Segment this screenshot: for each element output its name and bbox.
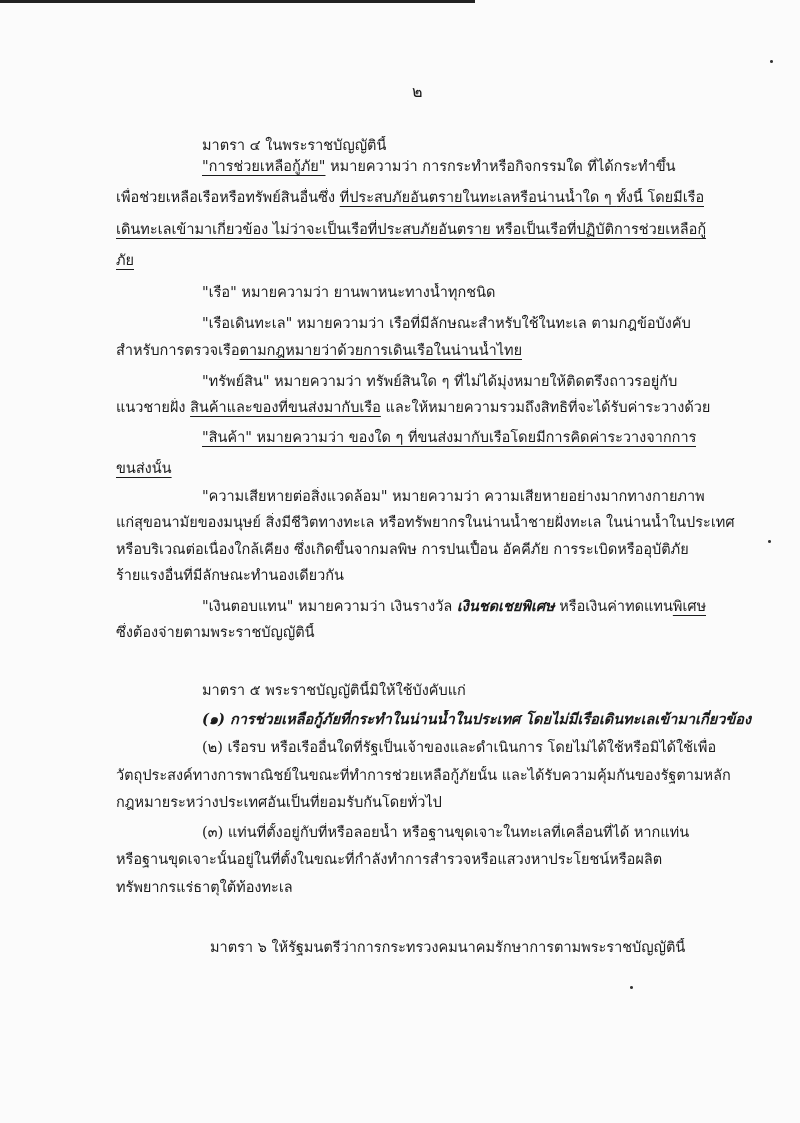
seaship-def-2a: สำหรับการตรวจเรือ [116, 343, 240, 359]
page-number: ๒ [412, 82, 423, 101]
property-def-2b: สินค้าและของที่ขนส่งมากับเรือ [190, 400, 381, 416]
reward-def-1c: หรือเงินค่าทดแทน [554, 599, 673, 615]
reward-def-1b: เงินชดเชยพิเศษ [456, 598, 555, 615]
environment-definition-line-4: ร้ายแรงอื่นที่มีลักษณะทำนองเดียวกัน [116, 568, 344, 584]
ship-definition: "เรือ" หมายความว่า ยานพาหนะทางน้ำทุกชนิด [202, 285, 496, 301]
environment-definition-line-1: "ความเสียหายต่อสิ่งแวดล้อม" หมายความว่า ความเสียหายอย่างมากทางกายภาพ [202, 489, 705, 505]
reward-definition-line-1 [202, 597, 706, 617]
section-5-item-3-line-3: ทรัพยากรแร่ธาตุใต้ท้องทะเล [116, 880, 293, 896]
rescue-definition-line-1 [202, 157, 676, 177]
section-5-heading: มาตรา ๕ พระราชบัญญัตินี้มิให้ใช้บังคับแก่ [202, 683, 466, 699]
rescue-def-2c: ทั้งนี้ โดยมีเรือ [616, 190, 705, 206]
cargo-definition-line-1: "สินค้า" หมายความว่า ของใด ๆ ที่ขนส่งมากับเรือโดยมีการคิดค่าระวางจากการ [202, 430, 697, 446]
section-5-item-2-line-1: (๒) เรือรบ หรือเรืออื่นใดที่รัฐเป็นเจ้าของและดำเนินการ โดยไม่ได้ใช้หรือมิได้ใช้เพื่อ [202, 740, 717, 756]
seaship-definition-line-1: "เรือเดินทะเล" หมายความว่า เรือที่มีลักษณะสำหรับใช้ในทะเล ตามกฎข้อบังคับ [202, 316, 691, 332]
rescue-definition-line-4: ภัย [116, 253, 135, 269]
property-def-2a: แนวชายฝั่ง [116, 400, 191, 416]
scan-speck [770, 60, 773, 63]
scan-speck [768, 540, 771, 543]
rescue-def-2a: เพื่อช่วยเหลือเรือหรือทรัพย์สินอื่นซึ่ง [116, 190, 340, 206]
rescue-def-text: หมายความว่า การกระทำหรือกิจกรรมใด ที่ได้กระทำขึ้น [325, 159, 676, 175]
property-definition-line-2 [116, 398, 710, 418]
section-5-item-3-line-1: (๓) แท่นที่ตั้งอยู่กับที่หรือลอยน้ำ หรือฐานขุดเจาะในทะเลที่เคลื่อนที่ได้ หากแท่น [202, 825, 690, 841]
section-5-item-1: (๑) การช่วยเหลือกู้ภัยที่กระทำในน่านน้ำในประเทศ โดยไม่มีเรือเดินทะเลเข้ามาเกี่ยวข้อง [202, 711, 752, 728]
section-6-heading: มาตรา ๖ ให้รัฐมนตรีว่าการกระทรวงคมนาคมรักษาการตามพระราชบัญญัตินี้ [210, 940, 686, 956]
environment-definition-line-3: หรือบริเวณต่อเนื่องใกล้เคียง ซึ่งเกิดขึ้นจากมลพิษ การปนเปื้อน อัคคีภัย การระเบิดหรืออุบัติภัย [116, 542, 689, 558]
seaship-def-2b: ตามกฎหมายว่าด้วยการเดินเรือในน่านน้ำไทย [239, 343, 523, 359]
reward-def-1d: พิเศษ [672, 599, 707, 615]
rescue-definition-line-2 [116, 188, 704, 208]
reward-def-1a: "เงินตอบแทน" หมายความว่า เงินรางวัล [202, 599, 457, 615]
top-rule [0, 0, 475, 3]
scan-speck [630, 986, 633, 989]
seaship-definition-line-2 [116, 341, 522, 361]
rescue-term: "การช่วยเหลือกู้ภัย" [202, 159, 326, 175]
section-5-item-2-line-3: กฎหมายระหว่างประเทศอันเป็นที่ยอมรับกันโดยทั่วไป [116, 795, 442, 811]
reward-definition-line-2: ซึ่งต้องจ่ายตามพระราชบัญญัตินี้ [116, 625, 315, 641]
environment-definition-line-2: แก่สุขอนามัยของมนุษย์ สิ่งมีชีวิตทางทะเล หรือทรัพยากรในน่านน้ำชายฝั่งทะเล ในน่านน้ำในประเทศ [116, 515, 735, 531]
section-5-item-3-line-2: หรือฐานขุดเจาะนั้นอยู่ในที่ตั้งในขณะที่กำลังทำการสำรวจหรือแสวงหาประโยชน์หรือผลิต [116, 852, 663, 868]
cargo-definition-line-2: ขนส่งนั้น [116, 461, 172, 477]
section-5-item-2-line-2: วัตถุประสงค์ทางการพาณิชย์ในขณะที่ทำการช่วยเหลือกู้ภัยนั้น และได้รับความคุ้มกันของรัฐตามหลัก [116, 768, 731, 784]
rescue-definition-line-3: เดินทะเลเข้ามาเกี่ยวข้อง ไม่ว่าจะเป็นเรือที่ประสบภัยอันตราย หรือเป็นเรือที่ปฏิบัติการช่วยเหลือกู้ [116, 222, 707, 238]
section-4-heading: มาตรา ๔ ในพระราชบัญญัตินี้ [202, 138, 387, 154]
property-def-2c: และให้หมายความรวมถึงสิทธิที่จะได้รับค่าระวางด้วย [380, 400, 711, 416]
property-definition-line-1: "ทรัพย์สิน" หมายความว่า ทรัพย์สินใด ๆ ที่ไม่ได้มุ่งหมายให้ติดตรึงถาวรอยู่กับ [202, 374, 678, 390]
rescue-def-2b: ที่ประสบภัยอันตรายในทะเลหรือน่านน้ำใด ๆ [339, 190, 617, 206]
